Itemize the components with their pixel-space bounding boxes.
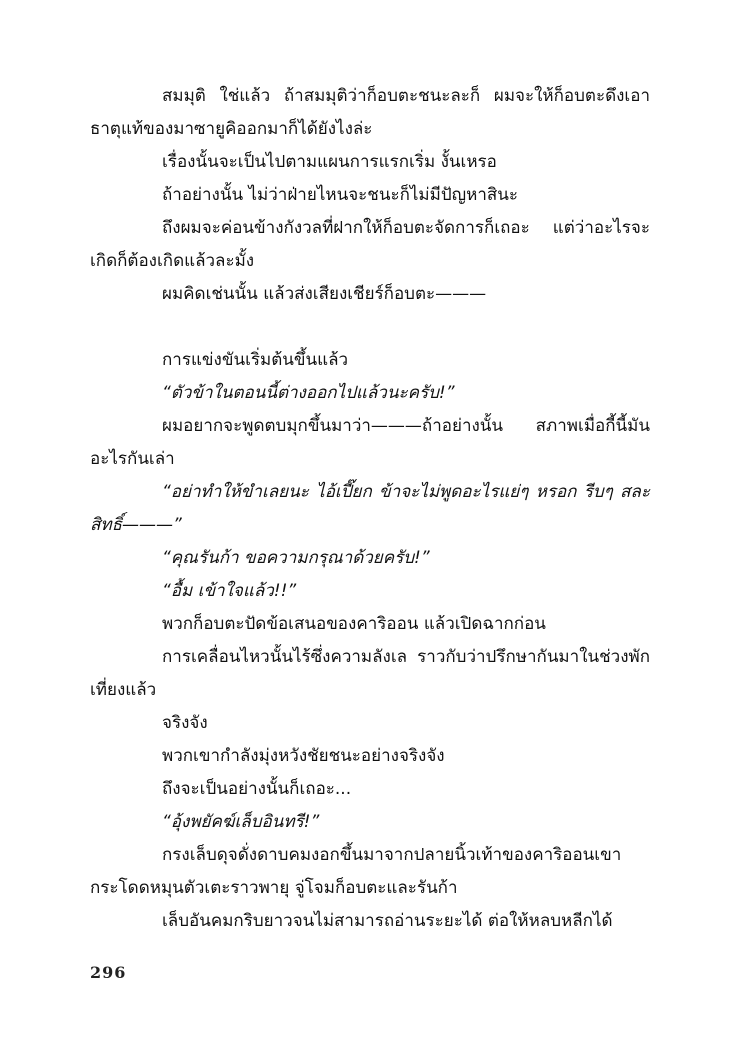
paragraph-break: [90, 311, 650, 344]
dialogue-paragraph: “อุ้งพยัคฆ์เล็บอินทรี!”: [162, 812, 320, 832]
narration-paragraph: ถึงผมจะค่อนข้างกังวลที่ฝากให้ก็อบตะจัดการก็เถอะ แต่ว่าอะไรจะเกิดก็ต้องเกิดแล้วละมั้ง: [90, 218, 650, 271]
narration-paragraph: ถ้าอย่างนั้น ไม่ว่าฝ่ายไหนจะชนะก็ไม่มีปัญหาสินะ: [162, 185, 518, 205]
narration-paragraph: ผมคิดเช่นนั้น แล้วส่งเสียงเชียร์ก็อบตะ———: [162, 284, 487, 304]
dialogue-paragraph: “อื้ม เข้าใจแล้ว!!”: [162, 581, 297, 601]
narration-paragraph: พวกเขากำลังมุ่งหวังชัยชนะอย่างจริงจัง: [162, 746, 445, 766]
narration-paragraph: การแข่งขันเริ่มต้นขึ้นแล้ว: [162, 350, 349, 370]
narration-paragraph: ถึงจะเป็นอย่างนั้นก็เถอะ...: [162, 779, 352, 799]
narration-paragraph: เรื่องนั้นจะเป็นไปตามแผนการแรกเริ่ม งั้นเหรอ: [162, 152, 497, 172]
narration-paragraph: กรงเล็บดุจดั่งดาบคมงอกขึ้นมาจากปลายนิ้วเท้าของคาริออนเขากระโดดหมุนตัวเตะราวพายุ จู่โจมก็อบตะและรันก้า: [90, 845, 622, 898]
dialogue-paragraph: “อย่าทำให้ขำเลยนะ ไอ้เปี๊ยก ข้าจะไม่พูดอะไรแย่ๆ หรอก รีบๆ สละสิทธิ์———”: [90, 482, 650, 535]
narration-paragraph: ผมอยากจะพูดตบมุกขึ้นมาว่า———ถ้าอย่างนั้น สภาพเมื่อกี้นี้มันอะไรกันเล่า: [90, 416, 650, 469]
narration-paragraph: เล็บอันคมกริบยาวจนไม่สามารถอ่านระยะได้ ต่อให้หลบหลีกได้: [162, 911, 613, 931]
narration-paragraph: สมมุติ ใช่แล้ว ถ้าสมมุติว่าก็อบตะชนะละก็ ผมจะให้ก็อบตะดึงเอาธาตุแท้ของมาซายูคิออกมาก็ได้ยังไงล่ะ: [90, 86, 650, 139]
dialogue-paragraph: “คุณรันก้า ขอความกรุณาด้วยครับ!”: [162, 548, 430, 568]
page-number: 296: [90, 963, 127, 982]
dialogue-paragraph: “ตัวข้าในตอนนี้ต่างออกไปแล้วนะครับ!”: [162, 383, 455, 403]
narration-paragraph: พวกก็อบตะปัดข้อเสนอของคาริออน แล้วเปิดฉากก่อน: [162, 614, 546, 634]
body-text: [90, 80, 650, 938]
narration-paragraph: การเคลื่อนไหวนั้นไร้ซึ่งความลังเล ราวกับว่าปรึกษากันมาในช่วงพักเที่ยงแล้ว: [90, 647, 650, 700]
narration-paragraph: จริงจัง: [162, 713, 208, 733]
